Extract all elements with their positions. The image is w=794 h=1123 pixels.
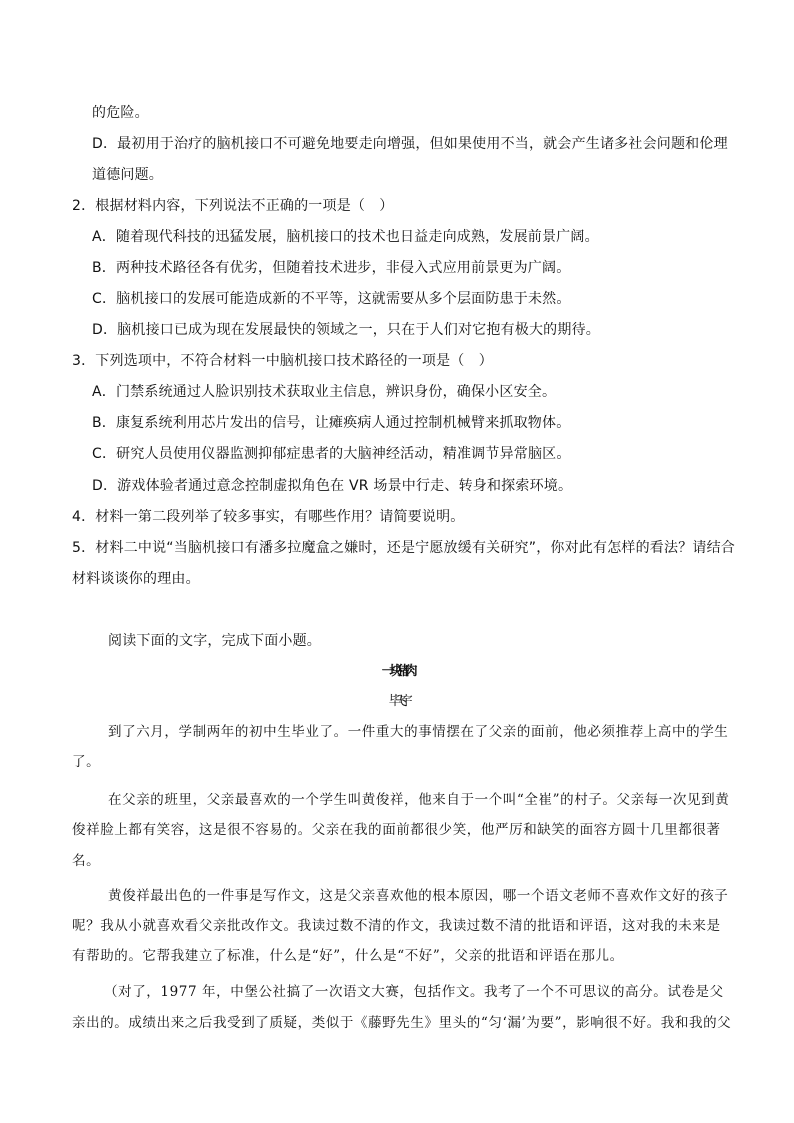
question-3-option-c: C．研究人员使用仪器监测抑郁症患者的大脑神经活动，精准调节异常脑区。 bbox=[92, 446, 571, 462]
paragraph-4-line-1: （对了，1977 年，中堡公社搞了一次语文大赛，包括作文。我考了一个不可思议的高分。试卷是父 bbox=[104, 984, 724, 1000]
question-2-option-c: C．脑机接口的发展可能造成新的不平等，这就需要从多个层面防患于未然。 bbox=[92, 291, 571, 307]
question-2-option-a: A．随着现代科技的迅猛发展，脑机接口的技术也日益走向成熟，发展前景广阔。 bbox=[92, 229, 599, 245]
passage-author: 毕飞宇 bbox=[388, 694, 406, 709]
question-2-stem: 2．根据材料内容，下列说法不正确的一项是（ ） bbox=[72, 198, 394, 214]
previous-option-tail: 的危险。 bbox=[92, 105, 149, 121]
paragraph-2-line-3: 名。 bbox=[72, 853, 101, 869]
paragraph-3-line-1: 黄俊祥最出色的一件事是写作文，这是父亲喜欢他的根本原因，哪一个语文老师不喜欢作文好的孩子 bbox=[108, 888, 729, 904]
passage-title: 一块猪肉 bbox=[381, 664, 413, 679]
question-5-stem-line-1: 5．材料二中说“当脑机接口有潘多拉魔盒之嫌时，还是宁愿放缓有关研究”，你对此有怎样的看法？请结合 bbox=[72, 540, 736, 556]
question-3-option-d: D．游戏体验者通过意念控制虚拟角色在 VR 场景中行走、转身和探索环境。 bbox=[92, 478, 573, 494]
paragraph-3-line-2: 呢？我从小就喜欢看父亲批改作文。我读过数不清的作文，我读过数不清的批语和评语，这对我的未来是 bbox=[72, 918, 721, 934]
paragraph-2-line-2: 俊祥脸上都有笑容，这是很不容易的。父亲在我的面前都很少笑，他严厉和缺笑的面容方圆十几里都很著 bbox=[72, 822, 721, 838]
option-d-line-1: D．最初用于治疗的脑机接口不可避免地要走向增强，但如果使用不当，就会产生诸多社会问题和伦理 bbox=[92, 136, 728, 152]
paragraph-2-line-1: 在父亲的班里，父亲最喜欢的一个学生叫黄俊祥，他来自于一个叫“全崔”的村子。父亲每一次见到黄 bbox=[108, 792, 730, 808]
question-3-option-b: B．康复系统利用芯片发出的信号，让瘫痪病人通过控制机械臂来抓取物体。 bbox=[92, 415, 571, 431]
paragraph-1-line-1: 到了六月，学制两年的初中生毕业了。一件重大的事情摆在了父亲的面前，他必须推荐上高中的学生 bbox=[108, 724, 729, 740]
question-2-option-b: B．两种技术路径各有优劣，但随着技术进步，非侵入式应用前景更为广阔。 bbox=[92, 260, 571, 276]
paragraph-4-line-2: 亲出的。成绩出来之后我受到了质疑，类似于《藤野先生》里头的“匀‘漏’为要”，影响很不好。我和我的父 bbox=[72, 1015, 732, 1031]
option-d-line-2: 道德问题。 bbox=[92, 167, 163, 183]
question-5-stem-line-2: 材料谈谈你的理由。 bbox=[72, 571, 200, 587]
question-3-option-a: A．门禁系统通过人脸识别技术获取业主信息，辨识身份，确保小区安全。 bbox=[92, 384, 557, 400]
paragraph-3-line-3: 有帮助的。它帮我建立了标准，什么是“好”，什么是“不好”，父亲的批语和评语在那儿。 bbox=[72, 948, 624, 964]
question-4-stem: 4．材料一第二段列举了较多事实，有哪些作用？请简要说明。 bbox=[72, 509, 465, 525]
reading-intro: 阅读下面的文字，完成下面小题。 bbox=[108, 633, 321, 649]
question-3-stem: 3．下列选项中，不符合材料一中脑机接口技术路径的一项是（ ） bbox=[72, 353, 493, 369]
paragraph-1-line-2: 了。 bbox=[72, 754, 101, 770]
question-2-option-d: D．脑机接口已成为现在发展最快的领域之一，只在于人们对它抱有极大的期待。 bbox=[92, 322, 600, 338]
